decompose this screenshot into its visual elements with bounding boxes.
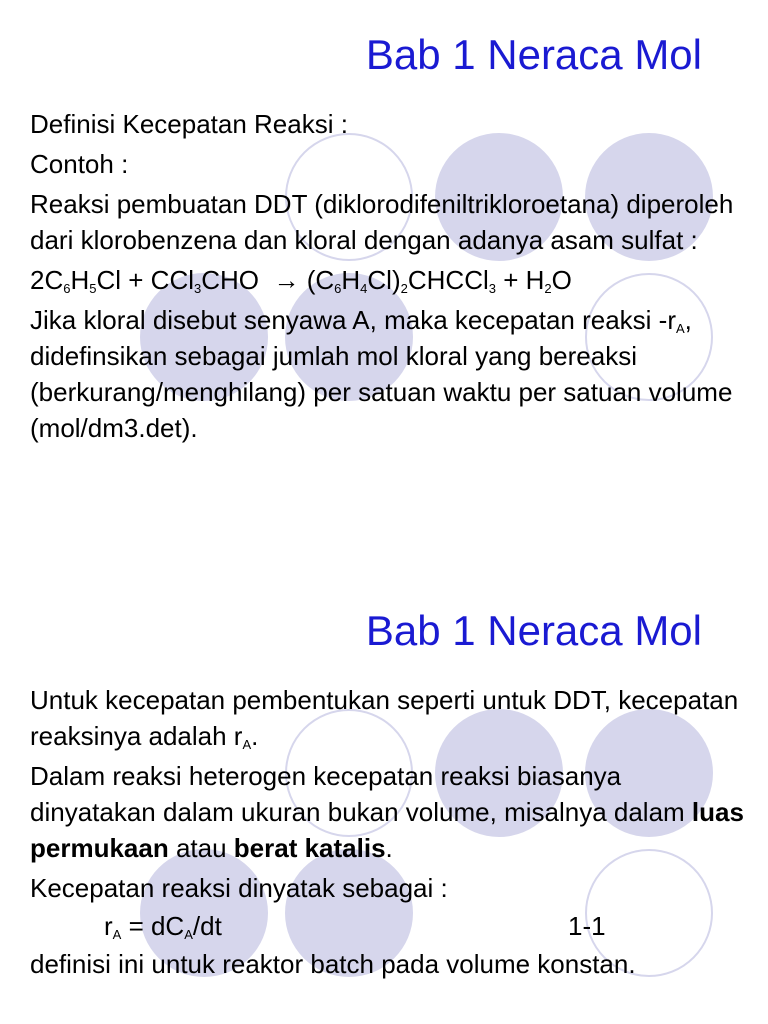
reaction-equation: $2C_6H_5Cl + CCl_3CHO$ → $(C_6H_4Cl)_2CHCCl_3 + H_2O$ <box>30 265 572 296</box>
slide-body <box>30 682 750 982</box>
batch-reactor-line: definisi ini untuk reaktor batch pada volume konstan. <box>30 949 636 979</box>
slide-body <box>30 106 750 446</box>
arrow-icon: → <box>273 265 300 295</box>
example-heading: Contoh : <box>30 149 129 179</box>
slide-2 <box>0 576 768 1024</box>
heterogeneous-paragraph: Dalam reaksi heterogen kecepatan reaksi biasanya dinyatakan dalam ukuran bukan volume, misalnya dalam luas permukaan atau berat katalis. <box>30 761 744 863</box>
rate-formula <box>30 906 750 946</box>
rate-formula-expression: $r_A = dC_A/dt$ <box>104 911 222 942</box>
slide-title: Bab 1 Neraca Mol <box>365 607 702 654</box>
equation-number: 1-1 <box>568 911 606 941</box>
rate-statement: Kecepatan reaksi dinyatak sebagai : <box>30 873 448 903</box>
kloral-paragraph: Jika kloral disebut senyawa A, maka kecepatan reaksi $-r_A$, didefinsikan sebagai jumlah mol kloral yang bereaksi (berkurang/menghilang) per satuan waktu per satuan volume (mol/dm3.det). <box>30 305 733 443</box>
ddt-paragraph: Reaksi pembuatan DDT (diklorodifeniltrikloroetana) diperoleh dari klorobenzena dan kloral dengan adanya asam sulfat : <box>30 189 734 255</box>
ddt-rate-paragraph: Untuk kecepatan pembentukan seperti untuk DDT, kecepatan reaksinya adalah $r_A$. <box>30 685 739 752</box>
definition-heading: Definisi Kecepatan Reaksi : <box>30 109 348 139</box>
slide-title: Bab 1 Neraca Mol <box>365 31 702 78</box>
